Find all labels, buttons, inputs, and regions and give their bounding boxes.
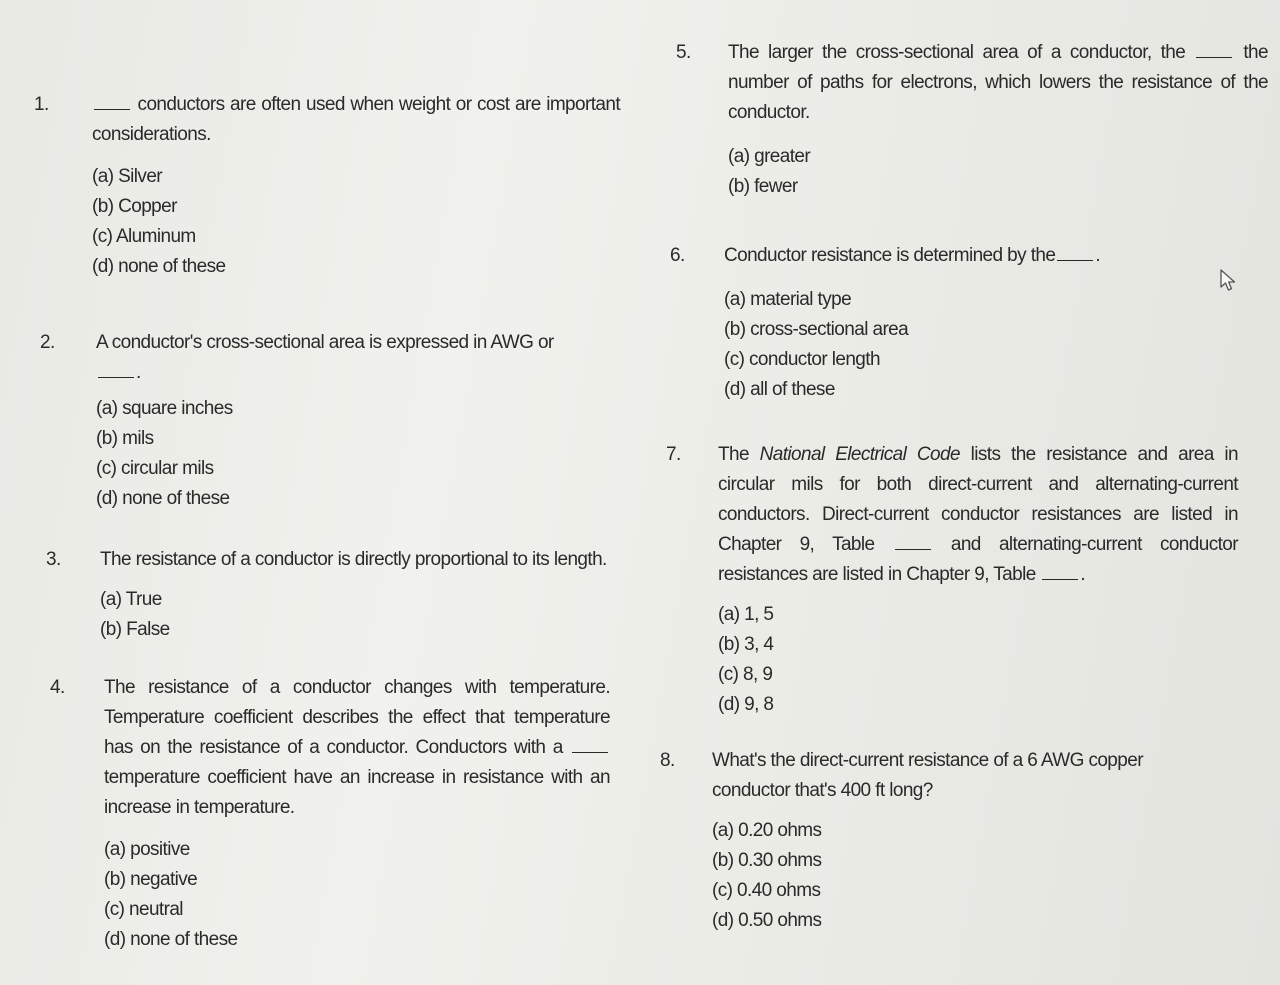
option-b: (b) 3, 4 [718, 634, 774, 655]
answer-blank [94, 95, 130, 110]
mouse-pointer-icon [1218, 268, 1240, 294]
answer-blank [1057, 246, 1093, 261]
option-a: (a) material type [724, 289, 852, 310]
question-text-part: temperature coefficient have an increase in resistance with an increase in temperature. [104, 767, 610, 818]
question-number: 7. [666, 444, 681, 465]
question-number: 5. [676, 42, 691, 63]
option-d: (d) none of these [104, 929, 238, 950]
option-a: (a) 1, 5 [718, 604, 774, 625]
option-d: (d) none of these [92, 256, 226, 277]
question-text-part: A conductor's cross-sectional area is expressed in AWG or [96, 332, 554, 353]
option-b: (b) negative [104, 869, 198, 890]
option-c: (c) 0.40 ohms [712, 880, 821, 901]
question-text [718, 440, 1238, 590]
question-7 [666, 440, 1238, 720]
question-text [96, 328, 616, 388]
option-d: (d) all of these [724, 379, 835, 400]
option-a: (a) square inches [96, 398, 233, 419]
answer-blank [572, 738, 608, 753]
options-list [712, 816, 1222, 936]
question-text [728, 38, 1268, 128]
option-a: (a) 0.20 ohms [712, 820, 822, 841]
question-text-part: and alternating-current conductor resistances are listed in Chapter 9, Table [718, 534, 1238, 585]
option-b: (b) mils [96, 428, 154, 449]
question-4 [50, 673, 610, 955]
option-c: (c) neutral [104, 899, 183, 920]
option-b: (b) cross-sectional area [724, 319, 909, 340]
question-number: 8. [660, 750, 675, 771]
question-text: The resistance of a conductor is directly proportional to its length. [100, 549, 607, 570]
question-text-part: The [718, 444, 749, 465]
options-list [728, 142, 1268, 202]
question-2 [40, 328, 616, 514]
options-list [92, 162, 620, 282]
options-list [96, 394, 616, 514]
question-3 [46, 545, 620, 645]
options-list [100, 585, 620, 645]
question-text-part: . [136, 362, 141, 383]
question-text-part: The resistance of a conductor changes with temperature. Temperature coefficient describes the effect that temperature has on the resistance of a conductor. Conductors with a [104, 677, 610, 758]
question-number: 1. [34, 94, 49, 115]
question-1 [34, 90, 620, 282]
question-text [92, 90, 620, 150]
option-b: (b) 0.30 ohms [712, 850, 822, 871]
option-a: (a) True [100, 589, 162, 610]
option-d: (d) 9, 8 [718, 694, 774, 715]
option-c: (c) circular mils [96, 458, 214, 479]
option-b: (b) fewer [728, 176, 798, 197]
question-text-part: the number of paths for electrons, which lowers the resistance of the conductor. [728, 42, 1268, 123]
question-text [104, 673, 610, 823]
question-text-part: . [1080, 564, 1086, 585]
question-text-part: . [1095, 245, 1100, 266]
options-list [104, 835, 610, 955]
question-number: 6. [670, 245, 685, 266]
question-text-part: lists the resistance and area in circular mils for both direct-current and alternating-current conductors. Direct-current conductor resistances are listed in Chapter 9, Table [718, 444, 1238, 555]
answer-blank [1042, 565, 1078, 580]
question-text-part: Conductor resistance is determined by the [724, 245, 1056, 266]
option-a: (a) greater [728, 146, 811, 167]
question-8 [660, 746, 1222, 936]
options-list [718, 600, 1238, 720]
option-c: (c) 8, 9 [718, 664, 773, 685]
question-number: 2. [40, 332, 55, 353]
answer-blank [895, 535, 931, 550]
question-number: 3. [46, 549, 61, 570]
option-a: (a) positive [104, 839, 190, 860]
option-b: (b) False [100, 619, 170, 640]
answer-blank [1196, 43, 1232, 58]
question-6 [670, 241, 1204, 405]
answer-blank [98, 363, 134, 378]
option-d: (d) none of these [96, 488, 230, 509]
question-text: What's the direct-current resistance of a 6 AWG copper conductor that's 400 ft long? [712, 750, 1143, 801]
question-text-part: The larger the cross-sectional area of a conductor, the [728, 42, 1186, 63]
code-title: National Electrical Code [759, 444, 960, 465]
option-c: (c) conductor length [724, 349, 880, 370]
option-d: (d) 0.50 ohms [712, 910, 822, 931]
question-number: 4. [50, 677, 65, 698]
option-a: (a) Silver [92, 166, 163, 187]
option-b: (b) Copper [92, 196, 177, 217]
question-text [724, 241, 1204, 271]
question-text-part: conductors are often used when weight or cost are important considerations. [92, 94, 620, 145]
options-list [724, 285, 1204, 405]
question-5 [676, 38, 1268, 202]
option-c: (c) Aluminum [92, 226, 196, 247]
